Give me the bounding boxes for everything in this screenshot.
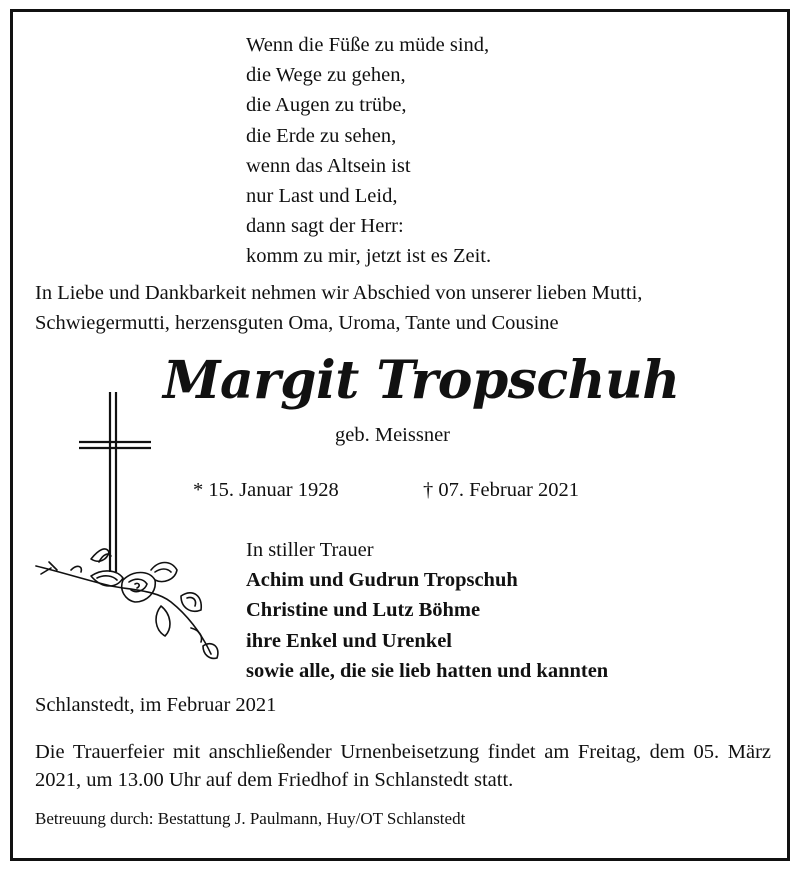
poem-line: die Augen zu trübe, [246, 94, 407, 117]
poem-line: die Erde zu sehen, [246, 124, 397, 147]
care-notice: Betreuung durch: Bestattung J. Paulmann, Huy/OT Schlanstedt [35, 809, 466, 828]
poem-line: wenn das Altsein ist [246, 154, 411, 177]
maiden-name: geb. Meissner [335, 424, 451, 446]
mourner-name: Christine und Lutz Böhme [246, 599, 481, 622]
place-and-date: Schlanstedt, im Februar 2021 [35, 694, 277, 716]
obituary-notice [10, 9, 790, 861]
poem [246, 30, 491, 272]
mourners-heading: In stiller Trauer [246, 539, 374, 561]
cross-and-rose-icon [31, 384, 231, 684]
poem-line: die Wege zu gehen, [246, 64, 406, 87]
mourners [246, 535, 608, 686]
mourner-name: sowie alle, die sie lieb hatten und kannten [246, 659, 609, 682]
rose-icon [36, 549, 218, 658]
funeral-notice: Die Trauerfeier mit anschließender Urnenbeisetzung findet am Freitag, dem 05. März 2021, um 13.00 Uhr auf dem Friedhof in Schlanstedt statt. [35, 741, 771, 791]
intro-line: Schwiegermutti, herzensguten Oma, Uroma, Tante und Cousine [35, 312, 559, 334]
mourner-name: Achim und Gudrun Tropschuh [246, 569, 518, 592]
cross-icon [79, 392, 151, 572]
birth-date: * 15. Januar 1928 [193, 479, 339, 501]
mourner-name: ihre Enkel und Urenkel [246, 629, 453, 652]
poem-line: Wenn die Füße zu müde sind, [246, 34, 490, 56]
poem-line: komm zu mir, jetzt ist es Zeit. [246, 245, 492, 268]
deceased-name: Margit Tropschuh [163, 350, 680, 411]
intro-text [35, 278, 775, 338]
intro-line: In Liebe und Dankbarkeit nehmen wir Abschied von unserer lieben Mutti, [35, 282, 643, 304]
poem-line: nur Last und Leid, [246, 185, 398, 208]
poem-line: dann sagt der Herr: [246, 215, 404, 238]
death-date: † 07. Februar 2021 [423, 479, 580, 501]
